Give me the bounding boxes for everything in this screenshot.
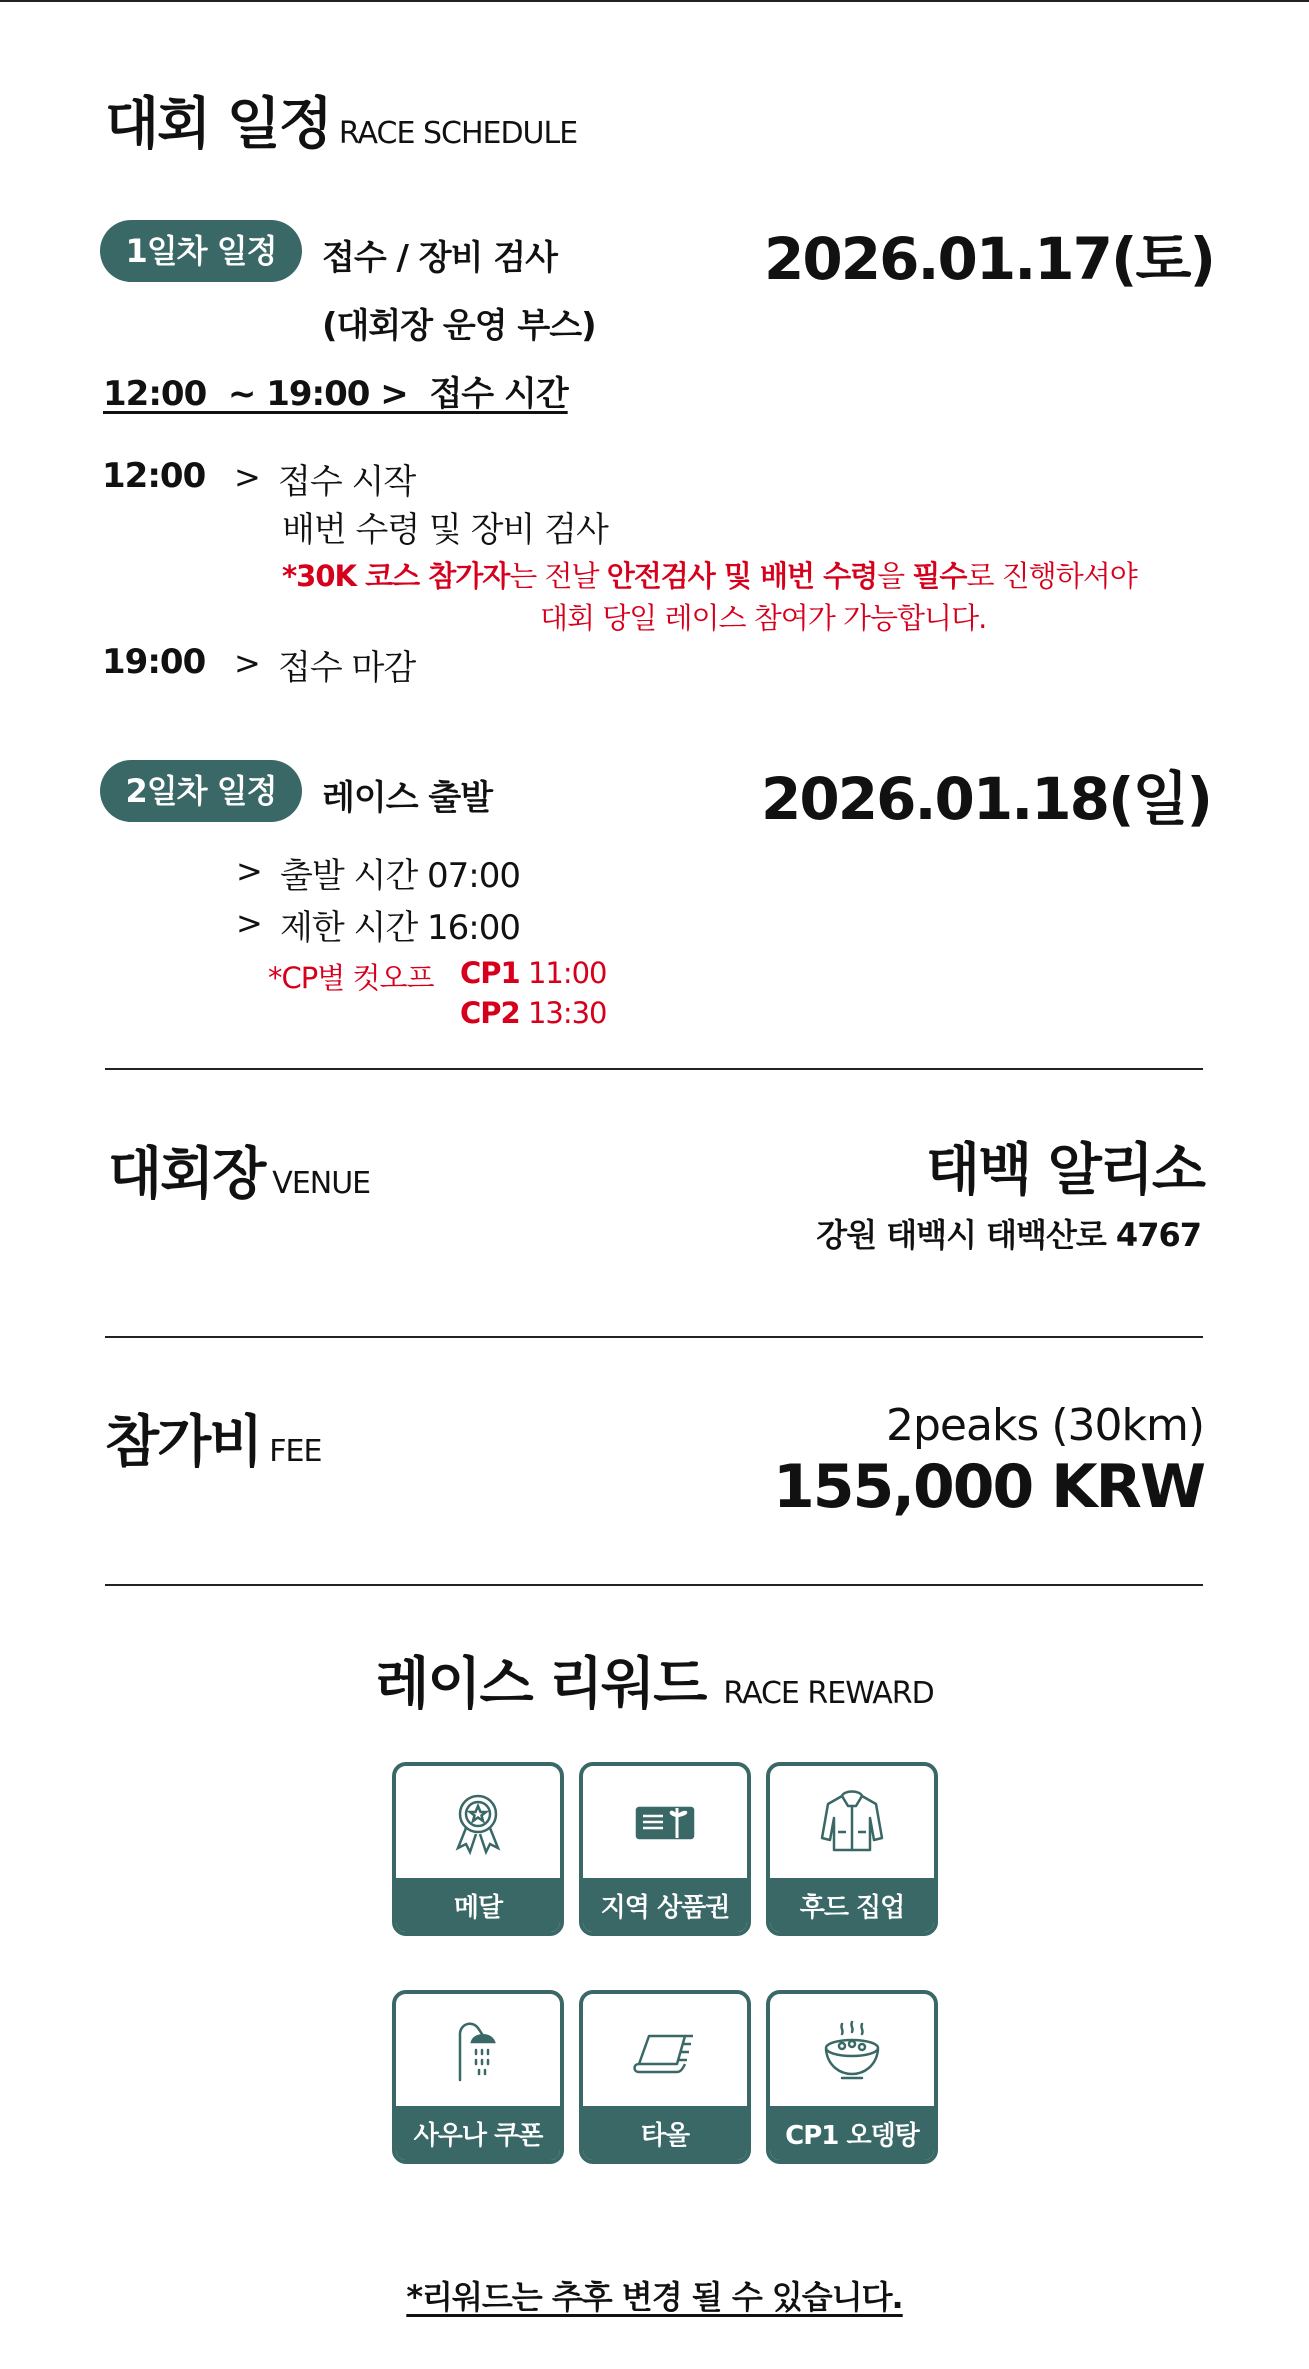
schedule-title bbox=[105, 80, 577, 160]
reward-label-sauna: 사우나 쿠폰 bbox=[396, 2106, 560, 2160]
cutoff-cp2 bbox=[460, 996, 607, 1030]
venue-title bbox=[108, 1130, 370, 1210]
divider bbox=[105, 1584, 1203, 1586]
reward-card-voucher bbox=[579, 1762, 751, 1936]
soup-bowl-icon bbox=[816, 2014, 888, 2086]
towel-icon bbox=[629, 2014, 701, 2086]
day2-arrow-start: > bbox=[236, 852, 262, 890]
day1-heading-venue: (대회장 운영 부스) bbox=[322, 306, 596, 346]
day2-start-time: 출발 시간 07:00 bbox=[280, 856, 520, 896]
venue-address: 강원 태백시 태백산로 4767 bbox=[816, 1216, 1201, 1254]
day1-arrow-start: > bbox=[234, 458, 260, 496]
reward-label-hoodie: 후드 집업 bbox=[770, 1878, 934, 1932]
fee-course: 2peaks (30km) bbox=[885, 1400, 1204, 1451]
hood-zipup-icon bbox=[816, 1786, 888, 1858]
reward-card-medal bbox=[392, 1762, 564, 1936]
reward-subtitle: RACE REWARD bbox=[723, 1676, 934, 1711]
day1-notice bbox=[282, 554, 1137, 595]
day1-item-start: 접수 시작 bbox=[278, 462, 416, 502]
divider bbox=[105, 1336, 1203, 1338]
notice-part6: 로 진행하셔야 bbox=[966, 559, 1137, 593]
notice-part4: 을 bbox=[877, 559, 913, 593]
day1-time-start: 12:00 bbox=[102, 456, 206, 496]
day1-time-end: 19:00 bbox=[102, 642, 206, 682]
divider bbox=[105, 1068, 1203, 1070]
reward-card-soup bbox=[766, 1990, 938, 2164]
day1-item-equipment: 배번 수령 및 장비 검사 bbox=[282, 510, 608, 550]
schedule-title-text: 대회 일정 bbox=[105, 92, 331, 157]
notice-required: 필수 bbox=[912, 559, 967, 593]
day1-arrow-end: > bbox=[234, 644, 260, 682]
day2-limit-time: 제한 시간 16:00 bbox=[280, 908, 520, 948]
fee-price: 155,000 KRW bbox=[772, 1452, 1204, 1522]
venue-subtitle: VENUE bbox=[272, 1166, 371, 1201]
gift-voucher-icon bbox=[629, 1786, 701, 1858]
day1-item-end: 접수 마감 bbox=[278, 648, 416, 688]
fee-title-text: 참가비 bbox=[105, 1410, 262, 1475]
cutoff-cp2-time: 13:30 bbox=[527, 996, 607, 1030]
reward-card-sauna bbox=[392, 1990, 564, 2164]
day1-time-range: 12:00 ~ 19:00 > 접수 시간 bbox=[103, 374, 568, 414]
notice-safety: 안전검사 및 배번 수령 bbox=[606, 559, 878, 593]
reward-card-hoodie bbox=[766, 1762, 938, 1936]
reward-title bbox=[0, 1640, 1309, 1720]
reward-title-text: 레이스 리워드 bbox=[375, 1652, 706, 1717]
day1-heading: 접수 / 장비 검사 bbox=[322, 238, 557, 278]
fee-subtitle: FEE bbox=[269, 1434, 322, 1469]
reward-label-towel: 타올 bbox=[583, 2106, 747, 2160]
day1-notice-line2: 대회 당일 레이스 참여가 가능합니다. bbox=[540, 601, 987, 635]
reward-card-towel bbox=[579, 1990, 751, 2164]
day1-badge: 1일차 일정 bbox=[100, 220, 302, 282]
venue-name: 태백 알리소 bbox=[926, 1138, 1204, 1203]
venue-title-text: 대회장 bbox=[108, 1142, 265, 1207]
notice-30k: *30K 코스 참가자 bbox=[282, 559, 510, 593]
day2-date: 2026.01.18(일) bbox=[761, 765, 1211, 833]
fee-title bbox=[105, 1398, 321, 1478]
reward-label-medal: 메달 bbox=[396, 1878, 560, 1932]
day2-badge: 2일차 일정 bbox=[100, 760, 302, 822]
reward-note: *리워드는 추후 변경 될 수 있습니다. bbox=[406, 2278, 903, 2316]
cutoff-cp1-time: 11:00 bbox=[527, 956, 607, 990]
cutoff-label: *CP별 컷오프 bbox=[268, 961, 434, 995]
cutoff-cp1 bbox=[460, 956, 607, 990]
reward-label-voucher: 지역 상품권 bbox=[583, 1878, 747, 1932]
day2-arrow-limit: > bbox=[236, 904, 262, 942]
shower-icon bbox=[442, 2014, 514, 2086]
day2-heading: 레이스 출발 bbox=[322, 778, 493, 818]
medal-icon bbox=[442, 1786, 514, 1858]
top-border bbox=[0, 0, 1309, 2]
notice-part2: 는 전날 bbox=[509, 559, 607, 593]
day1-date: 2026.01.17(토) bbox=[764, 225, 1214, 293]
cutoff-cp2-name: CP2 bbox=[460, 996, 520, 1030]
reward-label-soup: CP1 오뎅탕 bbox=[770, 2106, 934, 2160]
cutoff-cp1-name: CP1 bbox=[460, 956, 520, 990]
schedule-subtitle: RACE SCHEDULE bbox=[338, 116, 578, 151]
